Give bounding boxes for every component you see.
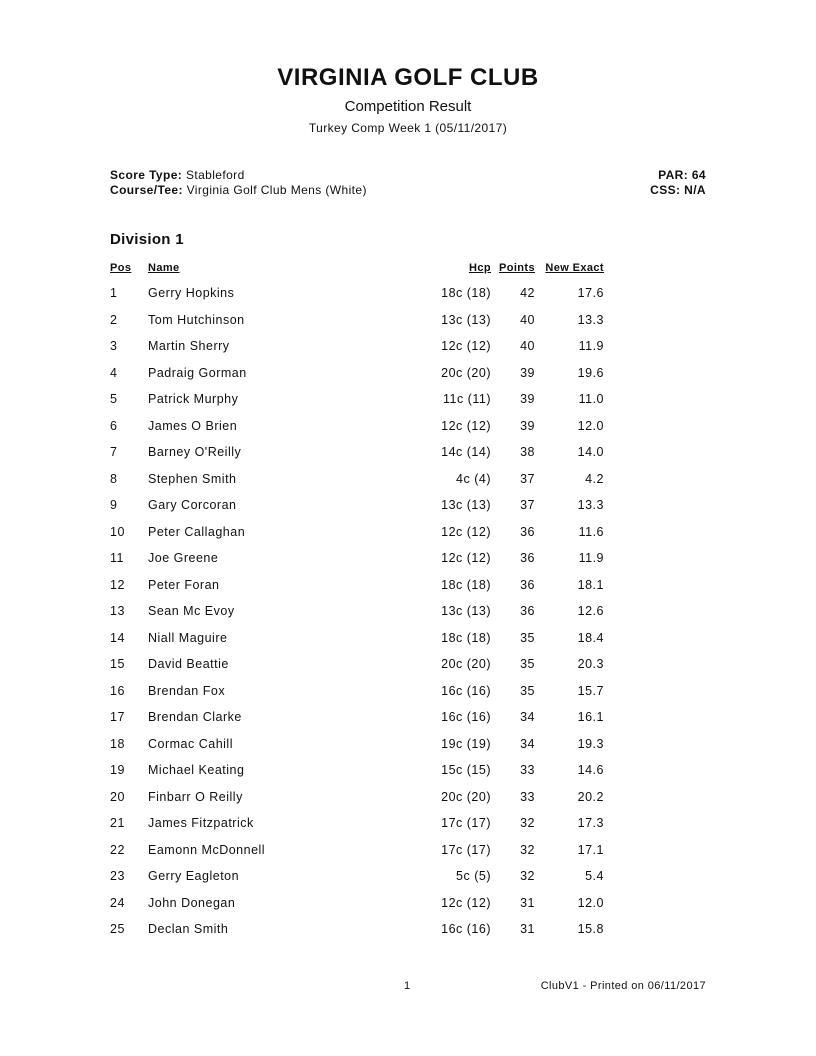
- score-type-label: Score Type:: [110, 168, 183, 182]
- cell-points: 36: [520, 604, 535, 618]
- cell-pos: 10: [110, 524, 125, 539]
- cell-new-exact: 11.6: [578, 524, 604, 539]
- table-row: [0, 286, 816, 304]
- cell-pos: 15: [110, 657, 125, 671]
- table-row: [0, 339, 816, 357]
- table-row: [0, 392, 816, 410]
- cell-name: Niall Maguire: [148, 630, 228, 645]
- cell-pos: 19: [110, 763, 125, 777]
- table-row: [0, 498, 816, 516]
- cell-name: Sean Mc Evoy: [148, 604, 235, 618]
- cell-points: 42: [520, 286, 535, 300]
- cell-pos: 8: [110, 471, 118, 486]
- cell-points: 38: [520, 445, 535, 459]
- cell-hcp: 17c (17): [441, 842, 491, 857]
- cell-new-exact: 13.3: [577, 312, 604, 327]
- cell-new-exact: 15.7: [577, 683, 604, 698]
- table-row: [0, 843, 816, 861]
- table-row: [0, 710, 816, 728]
- course-tee-row: [110, 183, 367, 197]
- page-number: 1: [404, 980, 411, 992]
- cell-pos: 14: [110, 630, 125, 645]
- table-row: [0, 896, 816, 914]
- cell-hcp: 12c (12): [441, 895, 491, 910]
- cell-pos: 3: [110, 339, 118, 353]
- cell-name: Brendan Clarke: [148, 710, 242, 724]
- cell-new-exact: 20.3: [577, 657, 604, 671]
- table-row: [0, 790, 816, 808]
- table-row: [0, 604, 816, 622]
- cell-hcp: 20c (20): [441, 365, 491, 380]
- table-row: [0, 525, 816, 543]
- cell-name: Joe Greene: [148, 551, 219, 565]
- cell-name: Brendan Fox: [148, 683, 226, 698]
- cell-pos: 22: [110, 842, 125, 857]
- cell-points: 36: [520, 577, 535, 592]
- cell-hcp: 13c (13): [441, 604, 491, 618]
- table-row: [0, 472, 816, 490]
- division-title: Division 1: [110, 231, 184, 248]
- cell-name: Stephen Smith: [148, 471, 237, 486]
- cell-pos: 7: [110, 445, 118, 459]
- cell-name: Eamonn McDonnell: [148, 842, 266, 857]
- score-type-row: [110, 168, 245, 182]
- score-type-value: Stableford: [185, 168, 245, 182]
- cell-new-exact: 16.1: [577, 710, 604, 724]
- cell-points: 36: [520, 524, 535, 539]
- cell-hcp: 12c (12): [441, 524, 491, 539]
- table-row: [0, 578, 816, 596]
- cell-points: 31: [520, 922, 535, 936]
- course-tee-label: Course/Tee:: [110, 183, 183, 197]
- cell-hcp: 13c (13): [441, 312, 491, 327]
- cell-name: Cormac Cahill: [148, 736, 233, 751]
- column-header-new-exact: New Exact: [545, 262, 604, 274]
- cell-hcp: 16c (16): [441, 710, 491, 724]
- cell-pos: 23: [110, 869, 125, 883]
- cell-hcp: 20c (20): [441, 789, 491, 804]
- cell-pos: 20: [110, 789, 125, 804]
- cell-pos: 11: [110, 551, 124, 565]
- cell-name: Martin Sherry: [148, 339, 230, 353]
- cell-hcp: 18c (18): [441, 577, 491, 592]
- cell-hcp: 12c (12): [441, 418, 491, 433]
- cell-name: Tom Hutchinson: [148, 312, 245, 327]
- table-row: [0, 737, 816, 755]
- cell-new-exact: 14.0: [577, 445, 604, 459]
- cell-points: 35: [520, 630, 535, 645]
- cell-hcp: 11c (11): [442, 392, 491, 406]
- cell-pos: 21: [110, 816, 125, 830]
- cell-pos: 17: [110, 710, 125, 724]
- cell-hcp: 14c (14): [441, 445, 491, 459]
- cell-pos: 2: [110, 312, 118, 327]
- cell-new-exact: 12.0: [577, 895, 604, 910]
- table-row: [0, 763, 816, 781]
- cell-points: 34: [520, 736, 535, 751]
- cell-pos: 12: [110, 577, 125, 592]
- column-header-hcp: Hcp: [469, 262, 491, 274]
- cell-name: Finbarr O Reilly: [148, 789, 243, 804]
- cell-new-exact: 17.6: [577, 286, 604, 300]
- cell-pos: 4: [110, 365, 118, 380]
- cell-hcp: 16c (16): [441, 922, 491, 936]
- cell-points: 33: [520, 789, 535, 804]
- cell-points: 37: [520, 498, 535, 512]
- table-row: [0, 445, 816, 463]
- cell-points: 35: [520, 683, 535, 698]
- cell-pos: 13: [110, 604, 125, 618]
- cell-name: Gerry Eagleton: [148, 869, 240, 883]
- cell-name: Michael Keating: [148, 763, 245, 777]
- table-row: [0, 419, 816, 437]
- cell-new-exact: 18.4: [577, 630, 604, 645]
- course-tee-value: Virginia Golf Club Mens (White): [186, 183, 367, 197]
- cell-pos: 6: [110, 418, 118, 433]
- cell-pos: 9: [110, 498, 118, 512]
- cell-name: Patrick Murphy: [148, 392, 239, 406]
- cell-points: 40: [520, 339, 535, 353]
- cell-new-exact: 19.6: [577, 365, 604, 380]
- cell-pos: 16: [110, 683, 125, 698]
- cell-points: 39: [520, 418, 535, 433]
- cell-points: 40: [520, 312, 535, 327]
- cell-new-exact: 12.0: [577, 418, 604, 433]
- competition-name: Turkey Comp Week 1 (05/11/2017): [308, 121, 508, 135]
- cell-new-exact: 4.2: [585, 471, 604, 486]
- cell-hcp: 19c (19): [441, 736, 491, 751]
- table-row: [0, 816, 816, 834]
- cell-new-exact: 5.4: [585, 869, 604, 883]
- cell-new-exact: 19.3: [577, 736, 604, 751]
- column-header-pos: Pos: [110, 262, 132, 274]
- cell-points: 37: [520, 471, 535, 486]
- table-row: [0, 922, 816, 940]
- cell-points: 39: [520, 365, 535, 380]
- cell-new-exact: 13.3: [577, 498, 604, 512]
- cell-points: 34: [520, 710, 535, 724]
- cell-points: 33: [520, 763, 535, 777]
- cell-name: John Donegan: [148, 895, 236, 910]
- table-row: [0, 684, 816, 702]
- cell-name: Gary Corcoran: [148, 498, 237, 512]
- cell-points: 39: [520, 392, 535, 406]
- table-row: [0, 869, 816, 887]
- cell-points: 32: [520, 816, 535, 830]
- cell-name: James Fitzpatrick: [148, 816, 254, 830]
- cell-hcp: 13c (13): [441, 498, 491, 512]
- table-row: [0, 551, 816, 569]
- par-value: PAR: 64: [658, 168, 706, 182]
- cell-name: James O Brien: [148, 418, 238, 433]
- cell-new-exact: 20.2: [577, 789, 604, 804]
- cell-pos: 25: [110, 922, 125, 936]
- cell-name: Peter Foran: [148, 577, 220, 592]
- cell-hcp: 5c (5): [456, 869, 491, 883]
- css-value: CSS: N/A: [650, 183, 706, 197]
- cell-new-exact: 18.1: [577, 577, 604, 592]
- cell-new-exact: 17.3: [577, 816, 604, 830]
- cell-hcp: 20c (20): [441, 657, 491, 671]
- cell-hcp: 15c (15): [441, 763, 491, 777]
- cell-points: 32: [520, 842, 535, 857]
- cell-hcp: 12c (12): [441, 339, 491, 353]
- cell-new-exact: 17.1: [577, 842, 604, 857]
- cell-points: 36: [520, 551, 535, 565]
- table-row: [0, 366, 816, 384]
- cell-name: Barney O'Reilly: [148, 445, 242, 459]
- table-row: [0, 631, 816, 649]
- cell-new-exact: 11.9: [578, 551, 604, 565]
- club-name: VIRGINIA GOLF CLUB: [277, 64, 539, 91]
- cell-name: Peter Callaghan: [148, 524, 246, 539]
- cell-pos: 24: [110, 895, 125, 910]
- cell-name: Gerry Hopkins: [148, 286, 235, 300]
- cell-pos: 5: [110, 392, 118, 406]
- cell-hcp: 12c (12): [441, 551, 491, 565]
- cell-hcp: 18c (18): [441, 286, 491, 300]
- cell-hcp: 17c (17): [441, 816, 491, 830]
- report-subtitle: Competition Result: [344, 98, 472, 115]
- cell-points: 35: [520, 657, 535, 671]
- cell-new-exact: 11.9: [578, 339, 604, 353]
- cell-new-exact: 14.6: [577, 763, 604, 777]
- cell-hcp: 18c (18): [441, 630, 491, 645]
- cell-new-exact: 15.8: [577, 922, 604, 936]
- cell-hcp: 16c (16): [441, 683, 491, 698]
- cell-new-exact: 11.0: [578, 392, 604, 406]
- column-header-name: Name: [148, 262, 180, 274]
- cell-name: David Beattie: [148, 657, 229, 671]
- cell-new-exact: 12.6: [577, 604, 604, 618]
- table-row: [0, 313, 816, 331]
- cell-pos: 18: [110, 736, 125, 751]
- cell-points: 32: [520, 869, 535, 883]
- cell-name: Padraig Gorman: [148, 365, 247, 380]
- cell-pos: 1: [110, 286, 118, 300]
- cell-points: 31: [520, 895, 535, 910]
- cell-name: Declan Smith: [148, 922, 229, 936]
- column-header-points: Points: [498, 262, 535, 274]
- table-row: [0, 657, 816, 675]
- cell-hcp: 4c (4): [456, 471, 491, 486]
- printed-info: ClubV1 - Printed on 06/11/2017: [540, 980, 706, 992]
